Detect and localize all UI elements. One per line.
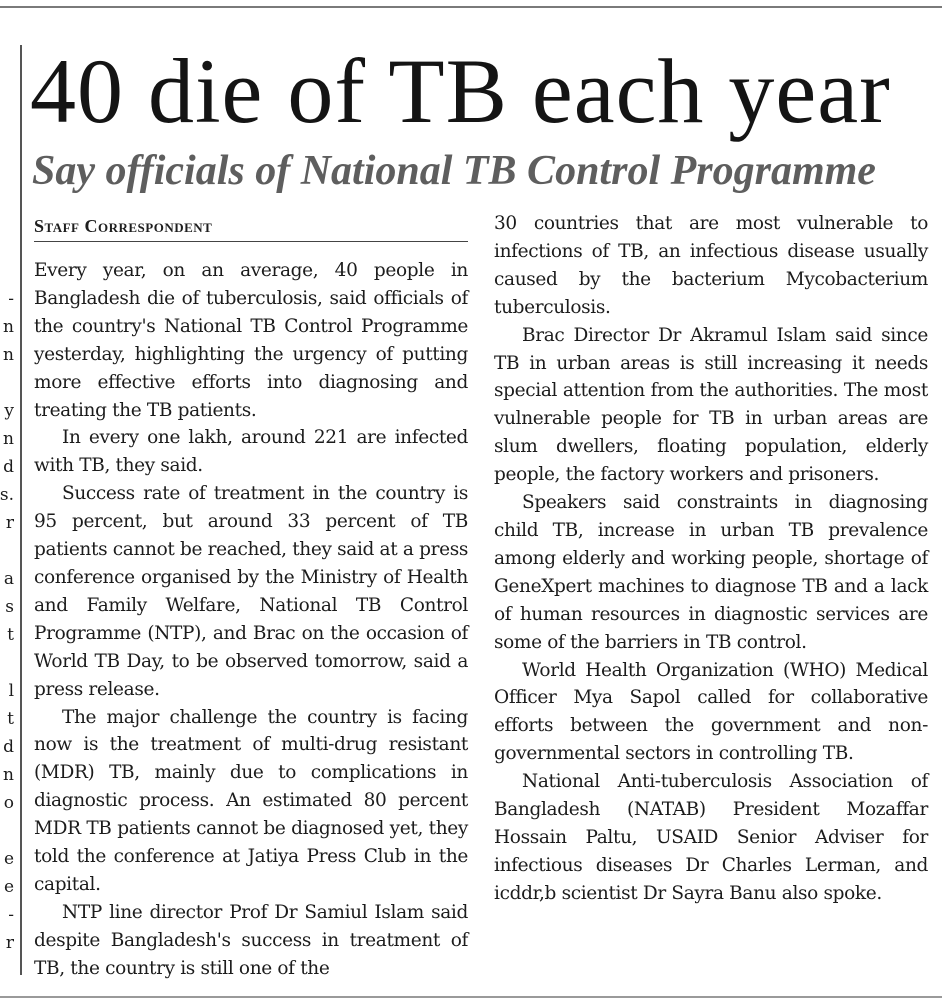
fragment: a	[3, 569, 14, 589]
paragraph: Speakers said constraints in diagnosing child TB, increase in urban TB prevalence among elderly and working people, shortage of GeneXpert machines to diagnose TB and a lack of human resources in diagnostic services are some of the barriers in TB control.	[494, 492, 928, 653]
fragment: n	[3, 765, 14, 785]
paragraph: The major challenge the country is facing now is the treatment of multi-drug resistant (MDR) TB, mainly due to complications in diagnostic process. An estimated 80 percent MDR TB patients cannot be diagnosed yet, they told the conference at Jatiya Press Club in the capital.	[34, 706, 468, 895]
column-divider	[20, 45, 22, 975]
adjacent-column-fragments	[0, 0, 14, 1000]
headline: 40 die of TB each year	[30, 40, 891, 142]
fragment: r	[5, 933, 14, 953]
paragraph: Every year, on an average, 40 people in Bangladesh die of tuberculosis, said officials of the country's National TB Control Programme yesterday, highlighting the urgency of putting more effective efforts into diagnosing and treating the TB patients.	[34, 260, 468, 421]
paragraph: Success rate of treatment in the country is 95 percent, but around 33 percent of TB patients cannot be reached, they said at a press conference organised by the Ministry of Health and Family Welfare, National TB Control Programme (NTP), and Brac on the occasion of World TB Day, to be observed tomorrow, said a press release.	[34, 483, 468, 700]
fragment: n	[3, 317, 14, 337]
fragment: r	[5, 513, 14, 533]
subheadline: Say officials of National TB Control Programme	[32, 148, 876, 194]
fragment: -	[8, 289, 14, 309]
fragment: n	[3, 429, 14, 449]
paragraph: In every one lakh, around 221 are infected with TB, they said.	[34, 427, 468, 477]
paragraph: NTP line director Prof Dr Samiul Islam said despite Bangladesh's success in treatment of TB, the country is still one of the	[34, 901, 468, 979]
fragment: e	[3, 849, 14, 869]
bottom-rule	[0, 996, 942, 998]
fragment: o	[3, 793, 14, 813]
paragraph: 30 countries that are most vulnerable to infections of TB, an infectious disease usually caused by the bacterium Mycobacterium tuberculosis.	[494, 213, 928, 318]
paragraph: National Anti-tuberculosis Association of Bangladesh (NATAB) President Mozaffar Hossain Paltu, USAID Senior Adviser for infectious diseases Dr Charles Lerman, and icddr,b scientist Dr Sayra Banu also spoke.	[494, 771, 928, 904]
fragment: -	[8, 905, 14, 925]
fragment: d	[3, 457, 14, 477]
fragment: d	[3, 737, 14, 757]
paragraph: World Health Organization (WHO) Medical Officer Mya Sapol called for collaborative efforts between the government and non-governmental sectors in controlling TB.	[494, 659, 928, 765]
fragment: t	[7, 709, 14, 729]
article-column-2	[494, 210, 928, 908]
top-rule	[0, 6, 942, 8]
fragment: e	[3, 877, 14, 897]
byline-rule	[34, 241, 468, 242]
fragment: s.	[0, 485, 14, 505]
fragment: l	[8, 681, 14, 701]
byline: Staff Correspondent	[34, 216, 213, 236]
paragraph: Brac Director Dr Akramul Islam said since TB in urban areas is still increasing it needs special attention from the authorities. The most vulnerable people for TB in urban areas are slum dwellers, floating population, elderly people, the factory workers and prisoners.	[494, 324, 928, 486]
fragment: t	[7, 625, 14, 645]
fragment: s	[5, 597, 14, 617]
article-column-1	[34, 257, 468, 983]
fragment: y	[4, 401, 14, 421]
fragment: n	[3, 345, 14, 365]
